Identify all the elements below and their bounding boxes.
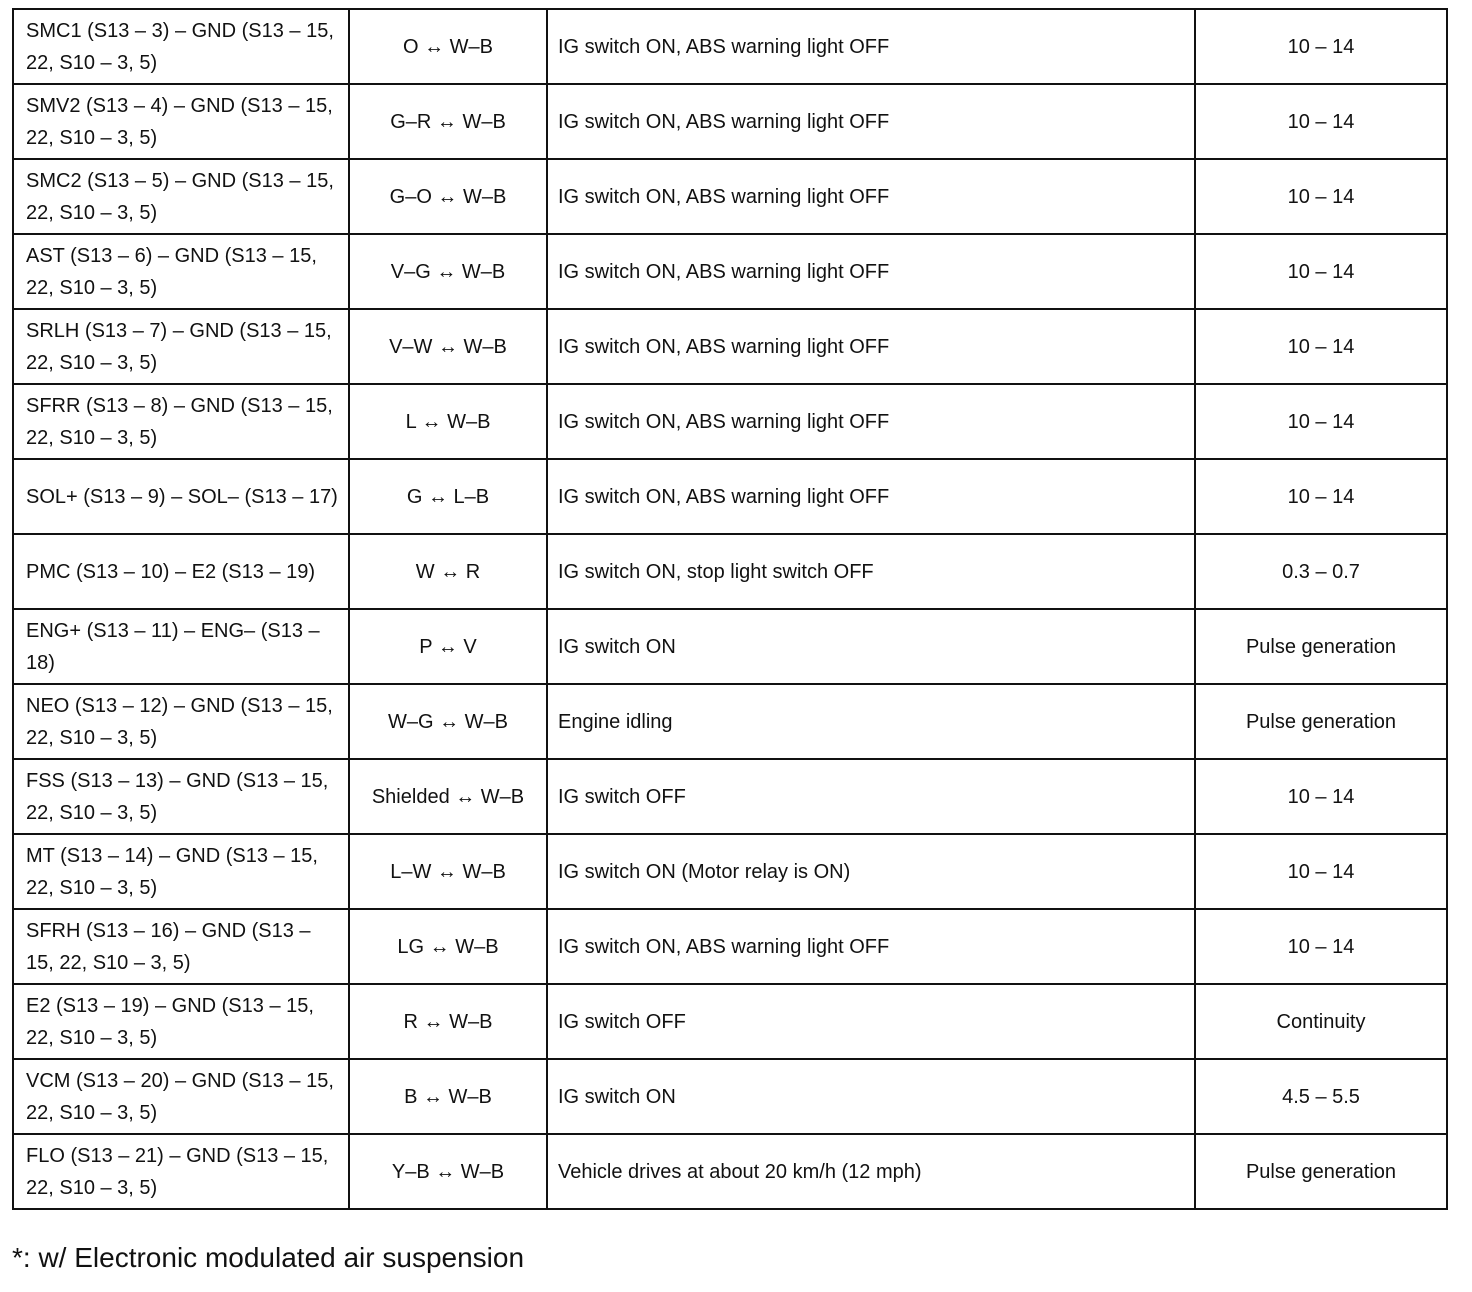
specified-condition-cell: Pulse generation xyxy=(1195,1134,1447,1209)
table-row xyxy=(13,234,1447,309)
terminal-cell: SMC2 (S13 – 5) – GND (S13 – 15, 22, S10 – 3, 5) xyxy=(13,159,349,234)
condition-cell: IG switch ON, ABS warning light OFF xyxy=(547,159,1195,234)
table-row xyxy=(13,9,1447,84)
table-row xyxy=(13,459,1447,534)
footnote: *: w/ Electronic modulated air suspension xyxy=(12,1242,525,1273)
table-row xyxy=(13,534,1447,609)
condition-cell: IG switch ON (Motor relay is ON) xyxy=(547,834,1195,909)
table-row xyxy=(13,909,1447,984)
table-body xyxy=(13,9,1447,1209)
specified-condition-cell: 10 – 14 xyxy=(1195,459,1447,534)
terminal-cell: SRLH (S13 – 7) – GND (S13 – 15, 22, S10 – 3, 5) xyxy=(13,309,349,384)
terminal-cell: SFRH (S13 – 16) – GND (S13 – 15, 22, S10 – 3, 5) xyxy=(13,909,349,984)
specified-condition-cell: 10 – 14 xyxy=(1195,159,1447,234)
specified-condition-cell: 4.5 – 5.5 xyxy=(1195,1059,1447,1134)
wire-color-cell: LG ↔ W–B xyxy=(349,909,547,984)
terminal-cell: ENG+ (S13 – 11) – ENG– (S13 – 18) xyxy=(13,609,349,684)
condition-cell: IG switch ON, ABS warning light OFF xyxy=(547,234,1195,309)
terminal-cell: E2 (S13 – 19) – GND (S13 – 15, 22, S10 – 3, 5) xyxy=(13,984,349,1059)
wire-color-cell: Y–B ↔ W–B xyxy=(349,1134,547,1209)
condition-cell: Vehicle drives at about 20 km/h (12 mph) xyxy=(547,1134,1195,1209)
table-row xyxy=(13,609,1447,684)
terminal-cell: SFRR (S13 – 8) – GND (S13 – 15, 22, S10 – 3, 5) xyxy=(13,384,349,459)
terminal-cell: VCM (S13 – 20) – GND (S13 – 15, 22, S10 – 3, 5) xyxy=(13,1059,349,1134)
wire-color-cell: O ↔ W–B xyxy=(349,9,547,84)
wire-color-cell: R ↔ W–B xyxy=(349,984,547,1059)
condition-cell: IG switch ON, ABS warning light OFF xyxy=(547,909,1195,984)
table-row xyxy=(13,309,1447,384)
terminal-inspection-table xyxy=(12,8,1448,1210)
specified-condition-cell: Pulse generation xyxy=(1195,684,1447,759)
condition-cell: IG switch OFF xyxy=(547,759,1195,834)
table-row xyxy=(13,84,1447,159)
specified-condition-cell: Continuity xyxy=(1195,984,1447,1059)
wire-color-cell: G ↔ L–B xyxy=(349,459,547,534)
specified-condition-cell: 10 – 14 xyxy=(1195,909,1447,984)
condition-cell: IG switch ON xyxy=(547,609,1195,684)
condition-cell: IG switch OFF xyxy=(547,984,1195,1059)
wire-color-cell: G–R ↔ W–B xyxy=(349,84,547,159)
wire-color-cell: W–G ↔ W–B xyxy=(349,684,547,759)
wire-color-cell: L–W ↔ W–B xyxy=(349,834,547,909)
terminal-cell: MT (S13 – 14) – GND (S13 – 15, 22, S10 – 3, 5) xyxy=(13,834,349,909)
wire-color-cell: B ↔ W–B xyxy=(349,1059,547,1134)
table-row xyxy=(13,1059,1447,1134)
condition-cell: IG switch ON, ABS warning light OFF xyxy=(547,84,1195,159)
specified-condition-cell: Pulse generation xyxy=(1195,609,1447,684)
specified-condition-cell: 10 – 14 xyxy=(1195,759,1447,834)
condition-cell: IG switch ON, ABS warning light OFF xyxy=(547,9,1195,84)
terminal-cell: NEO (S13 – 12) – GND (S13 – 15, 22, S10 – 3, 5) xyxy=(13,684,349,759)
table-row xyxy=(13,684,1447,759)
specified-condition-cell: 10 – 14 xyxy=(1195,84,1447,159)
wire-color-cell: W ↔ R xyxy=(349,534,547,609)
table-row xyxy=(13,1134,1447,1209)
condition-cell: IG switch ON xyxy=(547,1059,1195,1134)
table-row xyxy=(13,759,1447,834)
condition-cell: IG switch ON, ABS warning light OFF xyxy=(547,459,1195,534)
wire-color-cell: Shielded ↔ W–B xyxy=(349,759,547,834)
condition-cell: IG switch ON, ABS warning light OFF xyxy=(547,309,1195,384)
table-row xyxy=(13,984,1447,1059)
wire-color-cell: V–G ↔ W–B xyxy=(349,234,547,309)
terminal-cell: SMC1 (S13 – 3) – GND (S13 – 15, 22, S10 – 3, 5) xyxy=(13,9,349,84)
specified-condition-cell: 10 – 14 xyxy=(1195,309,1447,384)
condition-cell: IG switch ON, stop light switch OFF xyxy=(547,534,1195,609)
wire-color-cell: G–O ↔ W–B xyxy=(349,159,547,234)
specified-condition-cell: 0.3 – 0.7 xyxy=(1195,534,1447,609)
wire-color-cell: P ↔ V xyxy=(349,609,547,684)
table-row xyxy=(13,159,1447,234)
terminal-cell: FLO (S13 – 21) – GND (S13 – 15, 22, S10 – 3, 5) xyxy=(13,1134,349,1209)
terminal-cell: SOL+ (S13 – 9) – SOL– (S13 – 17) xyxy=(13,459,349,534)
specified-condition-cell: 10 – 14 xyxy=(1195,9,1447,84)
condition-cell: Engine idling xyxy=(547,684,1195,759)
table-row xyxy=(13,384,1447,459)
specified-condition-cell: 10 – 14 xyxy=(1195,234,1447,309)
terminal-cell: AST (S13 – 6) – GND (S13 – 15, 22, S10 – 3, 5) xyxy=(13,234,349,309)
terminal-cell: FSS (S13 – 13) – GND (S13 – 15, 22, S10 – 3, 5) xyxy=(13,759,349,834)
terminal-cell: SMV2 (S13 – 4) – GND (S13 – 15, 22, S10 – 3, 5) xyxy=(13,84,349,159)
specified-condition-cell: 10 – 14 xyxy=(1195,834,1447,909)
wire-color-cell: V–W ↔ W–B xyxy=(349,309,547,384)
terminal-cell: PMC (S13 – 10) – E2 (S13 – 19) xyxy=(13,534,349,609)
wire-color-cell: L ↔ W–B xyxy=(349,384,547,459)
specified-condition-cell: 10 – 14 xyxy=(1195,384,1447,459)
table-row xyxy=(13,834,1447,909)
condition-cell: IG switch ON, ABS warning light OFF xyxy=(547,384,1195,459)
